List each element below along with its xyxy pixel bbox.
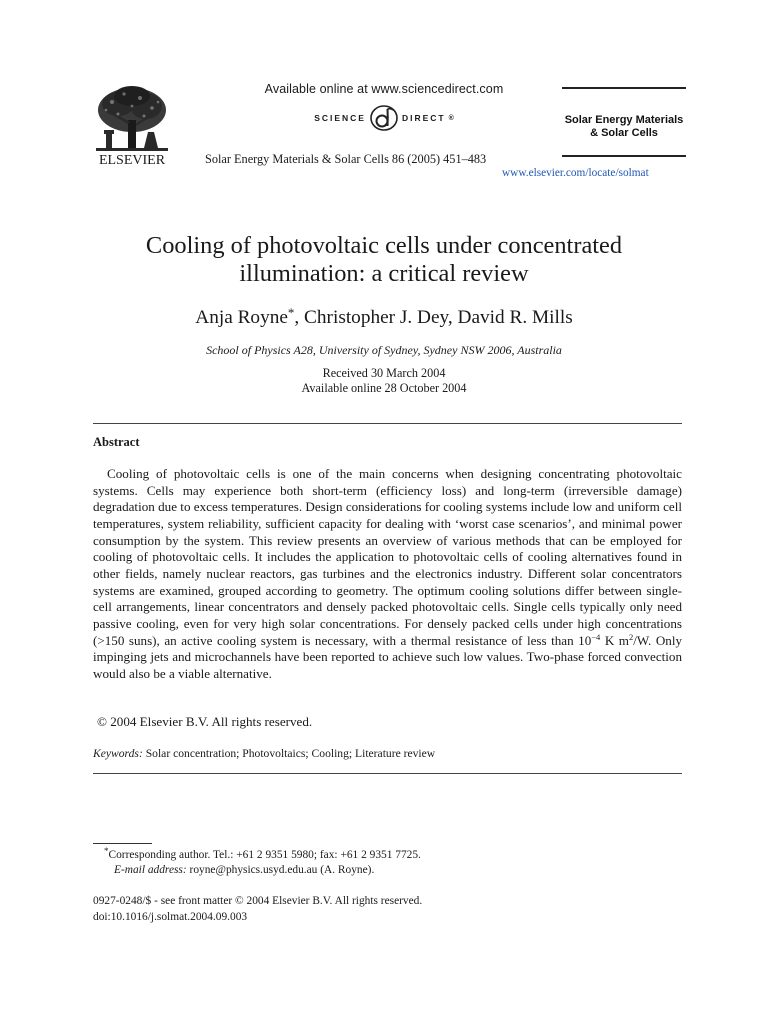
article-title-line2: illumination: a critical review bbox=[239, 260, 529, 287]
abstract-bottom-rule bbox=[93, 773, 682, 774]
author-affiliation: School of Physics A28, University of Sydney, Sydney NSW 2006, Australia bbox=[206, 343, 562, 357]
sciencedirect-science-word: SCIENCE bbox=[314, 113, 366, 123]
keywords-line bbox=[93, 747, 435, 760]
article-title-line1: Cooling of photovoltaic cells under concentrated bbox=[145, 232, 623, 259]
abstract-text-part1: Cooling of photovoltaic cells is one of the main concerns when designing concentrating photovoltaic systems. Cells may experience both short-term (efficiency loss) and long-term (irreversible damage) degradation due to excess temperatures. Design considerations for cooling systems include low and uniform cell temperatures, system reliability, sufficient capacity for dealing with ‘worst case scenarios’, and minimal power consumption by the system. This review presents an overview of various methods that can be employed for cooling of photovoltaic cells. It includes the application to photovoltaic cells of cooling alternatives found in other fields, namely nuclear reactors, gas turbines and the electronics industry. Different solar concentrators systems are examined, grouped according to geometry. The optimum cooling solutions differ between single-cell arrangements, linear concentrators and densely packed photovoltaic cells. Single cells typically only need passive cooling, even for very high solar concentrations. For densely packed cells under high concentrations (>150 suns), an active cooling system is necessary, with a thermal resistance of less than 10 bbox=[93, 466, 682, 648]
email-address[interactable]: royne@physics.usyd.edu.au (A. Royne). bbox=[186, 864, 375, 876]
journal-logo-line2: & Solar Cells bbox=[590, 127, 658, 139]
exponent-minus-four: −4 bbox=[591, 631, 601, 642]
other-authors: , Christopher J. Dey, David R. Mills bbox=[294, 307, 573, 328]
corresponding-author-text: Corresponding author. Tel.: +61 2 9351 5980; fax: +61 2 9351 7725. bbox=[108, 849, 421, 861]
email-footnote bbox=[114, 864, 374, 876]
issn-line: 0927-0248/$ - see front matter © 2004 Elsevier B.V. All rights reserved. bbox=[93, 895, 423, 907]
footnote-mark: * bbox=[104, 846, 109, 856]
author-name: Anja Royne bbox=[195, 307, 288, 328]
doi-line[interactable]: doi:10.1016/j.solmat.2004.09.003 bbox=[93, 911, 248, 923]
footnote-rule bbox=[93, 843, 152, 844]
journal-logo-top-rule bbox=[562, 87, 686, 89]
corresponding-author-mark[interactable]: * bbox=[287, 305, 295, 320]
sciencedirect-d-icon bbox=[369, 104, 399, 132]
available-online-notice: Available online at www.sciencedirect.com bbox=[264, 82, 504, 96]
abstract-copyright: © 2004 Elsevier B.V. All rights reserved. bbox=[97, 714, 313, 729]
sciencedirect-trademark: ® bbox=[448, 114, 454, 122]
abstract-text-part2: K m bbox=[600, 632, 629, 648]
abstract-top-rule bbox=[93, 423, 682, 424]
corresponding-author-footnote bbox=[104, 846, 421, 861]
exponent-two: 2 bbox=[628, 631, 634, 642]
author-list bbox=[0, 307, 768, 329]
article-title bbox=[60, 232, 708, 288]
online-date: Available online 28 October 2004 bbox=[301, 381, 467, 395]
elsevier-wordmark: ELSEVIER bbox=[98, 153, 166, 168]
abstract-text-part3: /W. Only impinging jets and microchannels have been reported to achieve such low values. Two-phase forced convection would also be a viable alternative. bbox=[93, 632, 683, 681]
journal-citation: Solar Energy Materials & Solar Cells 86 (2005) 451–483 bbox=[205, 152, 487, 166]
journal-logo bbox=[562, 114, 686, 140]
sciencedirect-direct-word: DIRECT bbox=[401, 113, 446, 123]
abstract-heading: Abstract bbox=[93, 435, 140, 449]
email-label: E-mail address: bbox=[114, 864, 187, 876]
journal-logo-bottom-rule bbox=[562, 155, 686, 157]
journal-url-link[interactable]: www.elsevier.com/locate/solmat bbox=[502, 167, 649, 179]
keywords-list: Solar concentration; Photovoltaics; Cooling; Literature review bbox=[142, 747, 436, 760]
received-date: Received 30 March 2004 bbox=[322, 366, 446, 380]
abstract-body bbox=[93, 466, 682, 683]
journal-logo-line1: Solar Energy Materials bbox=[564, 114, 684, 126]
keywords-label: Keywords: bbox=[93, 747, 143, 760]
